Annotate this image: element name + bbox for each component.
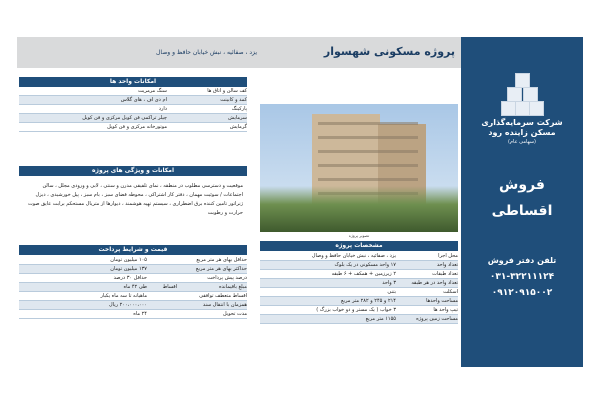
project-title: پروژه مسکونی شهسوار [323, 45, 455, 58]
specs-header: مشخصات پروژه [260, 241, 458, 251]
phone-landline: ۰۳۱-۳۲۲۱۱۱۲۴ [489, 272, 555, 282]
company-name-1: شرکت سرمایه‌گذاری [481, 118, 563, 127]
amenity-row: سرمایشچیلر تراکمی فن کویل مرکزی و فن کویل [19, 114, 247, 123]
project-photo [260, 104, 458, 232]
price-row: مبلغ باقیماندهاقساططی ۴۲ ماه [19, 283, 247, 292]
spec-row: تعداد واحد۱۷ واحد مسکونی در یک بلوک [260, 261, 458, 270]
company-name-2: مسکن زاینده رود [488, 128, 556, 137]
features-header: امکانات و ویژگی های پروژه [19, 166, 247, 176]
price-row: حداکثر بهای هر متر مربع۱۳۷ میلیون تومان [19, 265, 247, 274]
logo-cube [523, 87, 538, 102]
spec-row: محل اجرایزد ، صفائیه ، نبش خیابان حافظ و وصال [260, 252, 458, 261]
spec-row: تعداد واحد در هر طبقه۳ واحد [260, 279, 458, 288]
trees [260, 186, 458, 232]
price-row: اقساط متعطف توافقیماهیانه تا سه ماه یکبار [19, 292, 247, 301]
photo-caption: تصویر پروژه [348, 233, 370, 238]
phone-label: تلفن دفتر فروش [487, 256, 557, 265]
price-row: درصد پیش پرداختحداقل ۳۰ درصد [19, 274, 247, 283]
features-text: موقعیت و دسترسی مطلوب در منطقه ، نمای تلفیقی مدرن و سنتی ، لابی و ورودی مجلل ، سالن اجتماعات / سوئیت مهمان ، دفتر کار اشتراکی ، محوطه فضای سبز ، بام سبز ، پیل خورشیدی ، دیزل ژنراتور تامین کننده برق اضطراری ، سیستم تهیه هوشمند ، دیوارها از متریال مستحکم برابت عایق صوت حرارت و رطوبت [28, 183, 243, 216]
company-name-3: (سهامی عام) [508, 139, 536, 145]
sale-title-2: اقساطی [491, 203, 553, 219]
project-address: یزد ، صفائیه ، نبش خیابان حافظ و وصال [156, 49, 257, 56]
company-logo [501, 73, 543, 115]
spec-row: مساحت زمین پروژه۱۱۵۵ متر مربع [260, 315, 458, 324]
spec-row: مساحت واحدها۲۱۴ و ۲۴۵ و ۲۸۲ متر مربع [260, 297, 458, 306]
prices-table [19, 256, 247, 319]
amenity-row: پارکینگدارد [19, 105, 247, 114]
amenity-row: گرمایشموتورخانه مرکزی و فن کویل [19, 123, 247, 132]
spec-row: تعداد طبقات۲ زیرزمین + همکف + ۶ طبقه [260, 270, 458, 279]
logo-cube [507, 87, 522, 102]
brochure [17, 37, 583, 367]
amenities-header: امکانات واحد ها [19, 77, 247, 87]
logo-cube [515, 73, 530, 88]
sale-title-1: فروش [499, 177, 545, 193]
price-row: همزمان با انتقال سند۲۰۰،۰۰۰،۰۰۰ ریال [19, 301, 247, 310]
specs-table [260, 252, 458, 324]
spec-row: تیپ واحد ها۳ خواب ( یک مستر و دو خواب بزرگ ) [260, 306, 458, 315]
amenity-row: کف سالن و اتاق هاسنگ مرمریت [19, 87, 247, 96]
spec-row: اسکلتبتنی [260, 288, 458, 297]
logo-cube [529, 101, 544, 116]
logo-cube [515, 101, 530, 116]
price-row: مدت تحویل۲۴ ماه [19, 310, 247, 319]
phone-mobile: ۰۹۱۲۰۹۱۵۰۰۲ [491, 288, 553, 298]
logo-cube [501, 101, 516, 116]
prices-header: قیمت و شرایط پرداخت [19, 245, 247, 255]
amenity-row: کمد و کابینتام دی اف ، های گلاس [19, 96, 247, 105]
amenities-table [19, 87, 247, 132]
price-row: حداقل بهای هر متر مربع۱۰۵ میلیون تومان [19, 256, 247, 265]
sidebar [461, 37, 583, 367]
